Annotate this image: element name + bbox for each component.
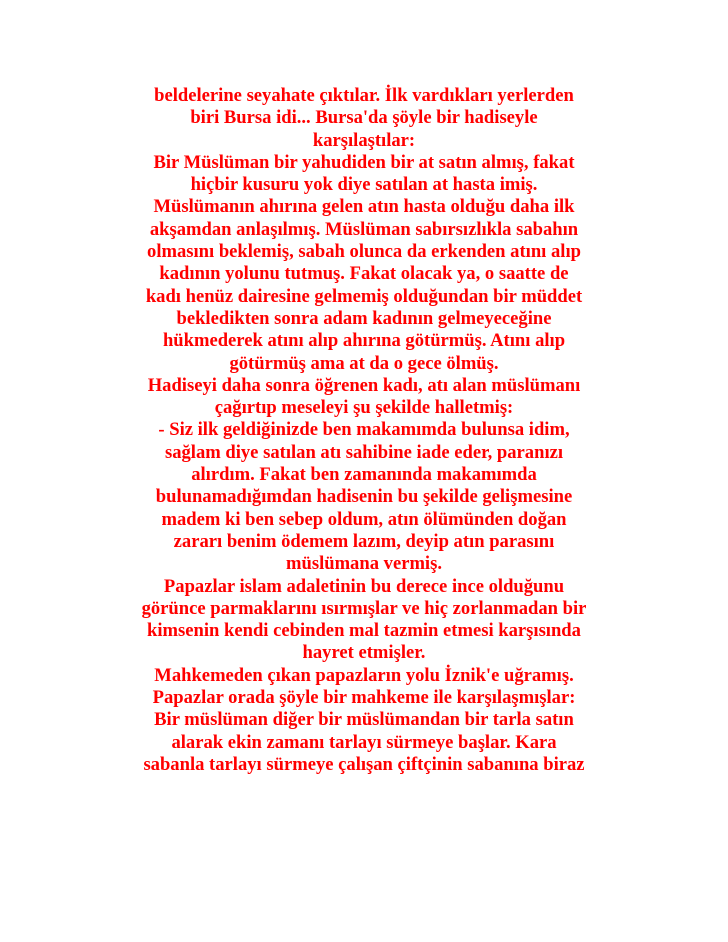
text-line: müslümana vermiş. xyxy=(286,553,442,575)
text-line: çağırtıp meseleyi şu şekilde halletmiş: xyxy=(214,397,514,419)
text-line: hükmederek atını alıp ahırına götürmüş. Atını alıp xyxy=(162,330,566,352)
document-text xyxy=(94,85,634,776)
text-line: kadının yolunu tutmuş. Fakat olacak ya, o saatte de xyxy=(159,263,569,285)
text-line: Bir Müslüman bir yahudiden bir at satın almış, fakat xyxy=(153,151,575,173)
text-line: beldelerine seyahate çıktılar. İlk vardıkları yerlerden xyxy=(154,85,574,106)
text-line: bulunamadığımdan hadisenin bu şekilde gelişmesine xyxy=(155,486,573,508)
text-line: götürmüş ama at da o gece ölmüş. xyxy=(229,352,499,374)
text-line: sağlam diye satılan atı sahibine iade eder, paranızı xyxy=(164,441,564,463)
text-line: görünce parmaklarını ısırmışlar ve hiç zorlanmadan bir xyxy=(141,597,587,619)
text-line: kadı henüz dairesine gelmemiş olduğundan bir müddet xyxy=(145,285,583,307)
text-line: biri Bursa idi... Bursa'da şöyle bir hadiseyle xyxy=(190,107,538,129)
text-line: - Siz ilk geldiğinizde ben makamımda bulunsa idim, xyxy=(158,419,570,441)
text-line: Papazlar islam adaletinin bu derece ince olduğunu xyxy=(163,575,565,597)
text-line: Mahkemeden çıkan papazların yolu İznik'e uğramış. xyxy=(154,664,574,686)
text-line: sabanla tarlayı sürmeye çalışan çiftçinin sabanına biraz xyxy=(143,753,585,775)
text-line: kimsenin kendi cebinden mal tazmin etmesi karşısında xyxy=(147,620,581,642)
text-line: bekledikten sonra adam kadının gelmeyeceğine xyxy=(176,307,552,329)
text-line: Müslümanın ahırına gelen atın hasta olduğu daha ilk xyxy=(153,196,575,218)
text-line: alarak ekin zamanı tarlayı sürmeye başlar. Kara xyxy=(171,731,557,753)
text-line: madem ki ben sebep oldum, atın ölümünden doğan xyxy=(161,508,567,530)
text-line: hayret etmişler. xyxy=(302,642,426,664)
text-line: zararı benim ödemem lazım, deyip atın parasını xyxy=(173,530,555,552)
text-line: Papazlar orada şöyle bir mahkeme ile karşılaşmışlar: xyxy=(152,687,576,709)
text-line: hiçbir kusuru yok diye satılan at hasta imiş. xyxy=(190,174,538,196)
text-line: akşamdan anlaşılmış. Müslüman sabırsızlıkla sabahın xyxy=(149,218,579,240)
text-line: karşılaştılar: xyxy=(312,129,416,151)
text-line: Bir müslüman diğer bir müslümandan bir tarla satın xyxy=(154,709,574,731)
text-line: Hadiseyi daha sonra öğrenen kadı, atı alan müslümanı xyxy=(147,374,581,396)
text-line: olmasını beklemiş, sabah olunca da erkenden atını alıp xyxy=(147,241,581,263)
text-line: alırdım. Fakat ben zamanında makamımda xyxy=(191,464,537,486)
